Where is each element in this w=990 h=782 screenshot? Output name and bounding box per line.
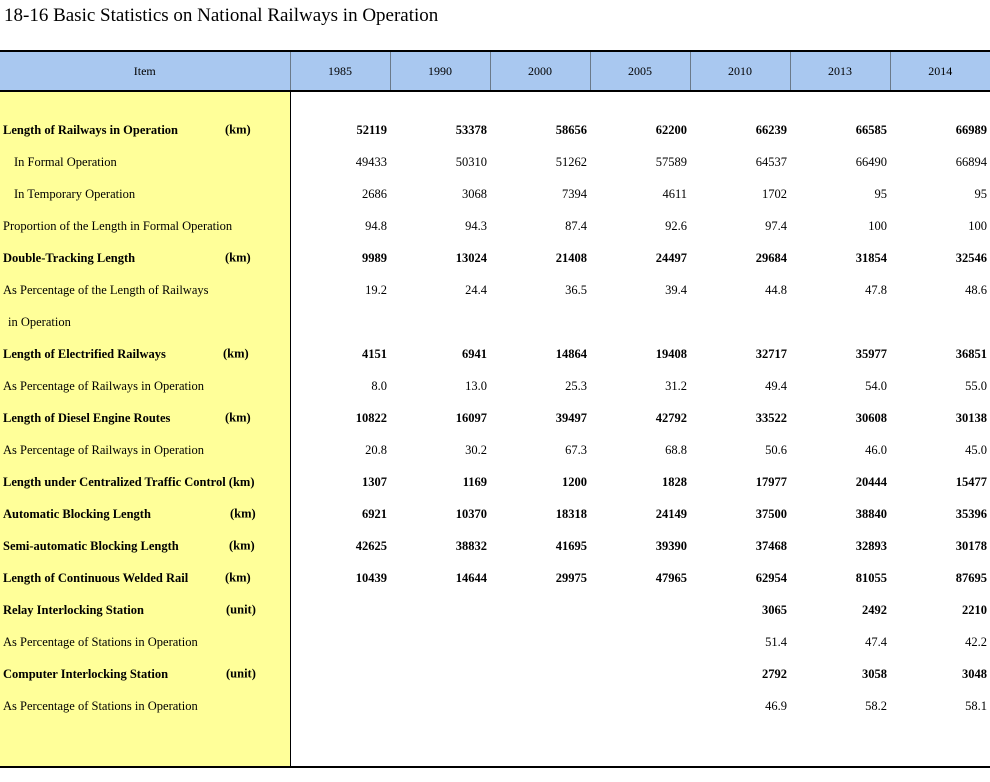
value-cell: 37468 <box>755 538 787 553</box>
row-label-cell <box>0 114 290 146</box>
value-cell: 47.8 <box>865 282 887 297</box>
column-header-year: 1990 <box>390 51 490 91</box>
value-cell: 31.2 <box>665 378 687 393</box>
row-unit: (km) <box>223 346 249 361</box>
value-cell: 49433 <box>355 154 387 169</box>
value-cell <box>390 626 490 658</box>
value-cell: 35396 <box>955 506 987 521</box>
value-cell: 49.4 <box>765 378 787 393</box>
value-cell: 3058 <box>862 666 887 681</box>
value-cell <box>890 306 990 338</box>
value-cell: 46.9 <box>765 698 787 713</box>
value-cell <box>590 626 690 658</box>
value-cell: 16097 <box>455 410 487 425</box>
row-label: Computer Interlocking Station <box>3 666 169 681</box>
row-unit: (km) <box>225 410 251 425</box>
value-cell: 15477 <box>955 474 987 489</box>
table-row <box>0 370 990 402</box>
column-header-year: 2014 <box>890 51 990 91</box>
value-cell: 95 <box>974 186 987 201</box>
column-header-item: Item <box>0 51 290 91</box>
row-label-cell <box>0 690 290 722</box>
value-cell: 51262 <box>555 154 587 169</box>
value-cell <box>490 594 590 626</box>
value-cell <box>490 658 590 690</box>
row-label: Automatic Blocking Length <box>3 506 151 521</box>
column-header-year: 1985 <box>290 51 390 91</box>
value-cell: 66239 <box>755 122 787 137</box>
value-cell <box>590 306 690 338</box>
value-cell: 48.6 <box>965 282 987 297</box>
row-label-cell <box>0 498 290 530</box>
value-cell <box>490 626 590 658</box>
value-cell: 6941 <box>462 346 487 361</box>
value-cell: 2686 <box>362 186 387 201</box>
value-cell: 42625 <box>355 538 387 553</box>
value-cell: 1307 <box>362 474 387 489</box>
row-label-cell <box>0 274 290 306</box>
value-cell: 62200 <box>655 122 687 137</box>
spacer-row <box>0 91 990 114</box>
value-cell: 20.8 <box>365 442 387 457</box>
table-row <box>0 562 990 594</box>
value-cell: 10439 <box>355 570 387 585</box>
column-header-year: 2000 <box>490 51 590 91</box>
value-cell <box>290 626 390 658</box>
value-cell: 97.4 <box>765 218 787 233</box>
value-cell: 64537 <box>755 154 787 169</box>
value-cell: 37500 <box>755 506 787 521</box>
row-label-cell <box>0 658 290 690</box>
value-cell: 66894 <box>955 154 987 169</box>
value-cell: 95 <box>874 186 887 201</box>
table-row <box>0 690 990 722</box>
value-cell: 4151 <box>362 346 387 361</box>
value-cell: 30.2 <box>465 442 487 457</box>
value-cell: 58.1 <box>965 698 987 713</box>
row-label-cell <box>0 466 290 498</box>
value-cell <box>690 306 790 338</box>
table-row <box>0 466 990 498</box>
value-cell: 3065 <box>762 602 787 617</box>
row-label-cell <box>0 530 290 562</box>
value-cell: 10822 <box>355 410 387 425</box>
value-cell <box>390 690 490 722</box>
row-label-cell <box>0 562 290 594</box>
value-cell: 20444 <box>855 474 887 489</box>
row-label: As Percentage of the Length of Railways <box>3 282 209 297</box>
value-cell: 68.8 <box>665 442 687 457</box>
value-cell: 94.8 <box>365 218 387 233</box>
value-cell <box>390 658 490 690</box>
row-label-cell <box>0 626 290 658</box>
row-unit: (km) <box>225 570 251 585</box>
value-cell: 7394 <box>562 186 587 201</box>
page-title: 18-16 Basic Statistics on National Railways in Operation <box>4 5 439 26</box>
value-cell: 87.4 <box>565 218 587 233</box>
value-cell <box>390 306 490 338</box>
row-label-cell <box>0 338 290 370</box>
row-label: As Percentage of Railways in Operation <box>3 378 204 393</box>
value-cell <box>490 690 590 722</box>
value-cell: 47965 <box>655 570 687 585</box>
value-cell: 1702 <box>762 186 787 201</box>
column-header-year: 2005 <box>590 51 690 91</box>
table-row <box>0 146 990 178</box>
value-cell: 32717 <box>755 346 787 361</box>
value-cell: 42.2 <box>965 634 987 649</box>
row-label-cell <box>0 178 290 210</box>
value-cell: 36851 <box>955 346 987 361</box>
value-cell: 32893 <box>855 538 887 553</box>
row-label: As Percentage of Stations in Operation <box>3 698 198 713</box>
value-cell: 32546 <box>955 250 987 265</box>
table-row <box>0 530 990 562</box>
value-cell <box>290 690 390 722</box>
row-label: In Temporary Operation <box>14 186 136 201</box>
table-row <box>0 594 990 626</box>
row-label-cell <box>0 402 290 434</box>
value-cell <box>290 594 390 626</box>
value-cell: 36.5 <box>565 282 587 297</box>
value-cell <box>590 658 690 690</box>
value-cell: 100 <box>968 218 987 233</box>
value-cell: 66989 <box>955 122 987 137</box>
row-unit: (km) <box>225 122 251 137</box>
value-cell: 39390 <box>655 538 687 553</box>
table-row <box>0 626 990 658</box>
value-cell: 35977 <box>855 346 887 361</box>
value-cell: 100 <box>868 218 887 233</box>
value-cell: 51.4 <box>765 634 787 649</box>
value-cell: 45.0 <box>965 442 987 457</box>
table-row <box>0 178 990 210</box>
value-cell: 2210 <box>962 602 987 617</box>
value-cell: 2792 <box>762 666 787 681</box>
value-cell: 29975 <box>555 570 587 585</box>
value-cell: 13024 <box>455 250 487 265</box>
row-label-cell <box>0 210 290 242</box>
value-cell: 25.3 <box>565 378 587 393</box>
spacer-row <box>0 722 990 767</box>
table-row <box>0 306 990 338</box>
value-cell: 92.6 <box>665 218 687 233</box>
value-cell: 39.4 <box>665 282 687 297</box>
value-cell: 31854 <box>855 250 887 265</box>
value-cell: 66585 <box>855 122 887 137</box>
value-cell: 19.2 <box>365 282 387 297</box>
value-cell: 14644 <box>455 570 487 585</box>
table-row <box>0 402 990 434</box>
row-label-cell <box>0 594 290 626</box>
value-cell: 41695 <box>555 538 587 553</box>
value-cell: 38840 <box>855 506 887 521</box>
value-cell: 55.0 <box>965 378 987 393</box>
row-label: Length of Railways in Operation <box>3 122 179 137</box>
row-label: Length under Centralized Traffic Control (km) <box>3 474 255 489</box>
row-unit: (unit) <box>226 666 256 681</box>
value-cell: 30178 <box>955 538 987 553</box>
row-label: Semi-automatic Blocking Length <box>3 538 179 553</box>
value-cell: 9989 <box>362 250 387 265</box>
row-label: Length of Continuous Welded Rail <box>3 570 189 585</box>
value-cell: 19408 <box>655 346 687 361</box>
table-row <box>0 338 990 370</box>
value-cell: 47.4 <box>865 634 887 649</box>
column-header-year: 2010 <box>690 51 790 91</box>
value-cell <box>490 306 590 338</box>
value-cell <box>390 594 490 626</box>
table-row <box>0 274 990 306</box>
value-cell: 14864 <box>555 346 587 361</box>
row-label-cell <box>0 146 290 178</box>
value-cell: 6921 <box>362 506 387 521</box>
value-cell: 52119 <box>356 122 387 137</box>
column-header-year: 2013 <box>790 51 890 91</box>
row-label: Length of Electrified Railways <box>3 346 166 361</box>
row-label: As Percentage of Railways in Operation <box>3 442 204 457</box>
row-label: Proportion of the Length in Formal Operation <box>3 218 233 233</box>
value-cell: 21408 <box>555 250 587 265</box>
value-cell: 4611 <box>662 186 687 201</box>
row-unit: (km) <box>225 250 251 265</box>
table-row <box>0 242 990 274</box>
value-cell <box>790 306 890 338</box>
value-cell: 3048 <box>962 666 987 681</box>
value-cell <box>290 306 390 338</box>
table-row <box>0 658 990 690</box>
value-cell: 66490 <box>855 154 887 169</box>
value-cell: 1828 <box>662 474 687 489</box>
value-cell: 94.3 <box>465 218 487 233</box>
value-cell: 62954 <box>755 570 787 585</box>
value-cell: 3068 <box>462 186 487 201</box>
value-cell: 44.8 <box>765 282 787 297</box>
row-label: Relay Interlocking Station <box>3 602 144 617</box>
value-cell: 39497 <box>555 410 587 425</box>
value-cell: 54.0 <box>865 378 887 393</box>
value-cell: 57589 <box>655 154 687 169</box>
row-label-cell <box>0 306 290 338</box>
value-cell: 53378 <box>455 122 487 137</box>
value-cell: 24497 <box>655 250 687 265</box>
row-label-cell <box>0 242 290 274</box>
value-cell: 10370 <box>455 506 487 521</box>
value-cell: 30138 <box>955 410 987 425</box>
value-cell: 42792 <box>655 410 687 425</box>
header-row <box>0 51 990 91</box>
table-row <box>0 434 990 466</box>
value-cell: 2492 <box>862 602 887 617</box>
value-cell: 81055 <box>855 570 887 585</box>
value-cell: 24.4 <box>465 282 487 297</box>
value-cell: 46.0 <box>865 442 887 457</box>
value-cell <box>590 690 690 722</box>
row-unit: (km) <box>230 506 256 521</box>
value-cell: 50.6 <box>765 442 787 457</box>
value-cell: 1200 <box>562 474 587 489</box>
row-label-cell <box>0 434 290 466</box>
value-cell: 8.0 <box>371 378 387 393</box>
value-cell: 13.0 <box>465 378 487 393</box>
row-label: in Operation <box>8 314 71 329</box>
value-cell: 58.2 <box>865 698 887 713</box>
table-row <box>0 114 990 146</box>
row-label: Length of Diesel Engine Routes <box>3 410 171 425</box>
row-unit: (km) <box>229 538 255 553</box>
table-row <box>0 210 990 242</box>
value-cell: 30608 <box>855 410 887 425</box>
value-cell: 29684 <box>755 250 787 265</box>
row-label: In Formal Operation <box>14 154 117 169</box>
value-cell: 58656 <box>555 122 587 137</box>
value-cell: 50310 <box>455 154 487 169</box>
row-label-cell <box>0 370 290 402</box>
value-cell: 24149 <box>655 506 687 521</box>
row-label: Double-Tracking Length <box>3 250 136 265</box>
table-row <box>0 498 990 530</box>
value-cell: 67.3 <box>565 442 587 457</box>
row-label: As Percentage of Stations in Operation <box>3 634 198 649</box>
value-cell: 18318 <box>555 506 587 521</box>
value-cell: 33522 <box>755 410 787 425</box>
value-cell <box>290 658 390 690</box>
statistics-table <box>0 50 990 768</box>
value-cell <box>590 594 690 626</box>
row-unit: (unit) <box>226 602 256 617</box>
value-cell: 17977 <box>755 474 787 489</box>
value-cell: 38832 <box>455 538 487 553</box>
value-cell: 87695 <box>955 570 987 585</box>
value-cell: 1169 <box>462 474 487 489</box>
